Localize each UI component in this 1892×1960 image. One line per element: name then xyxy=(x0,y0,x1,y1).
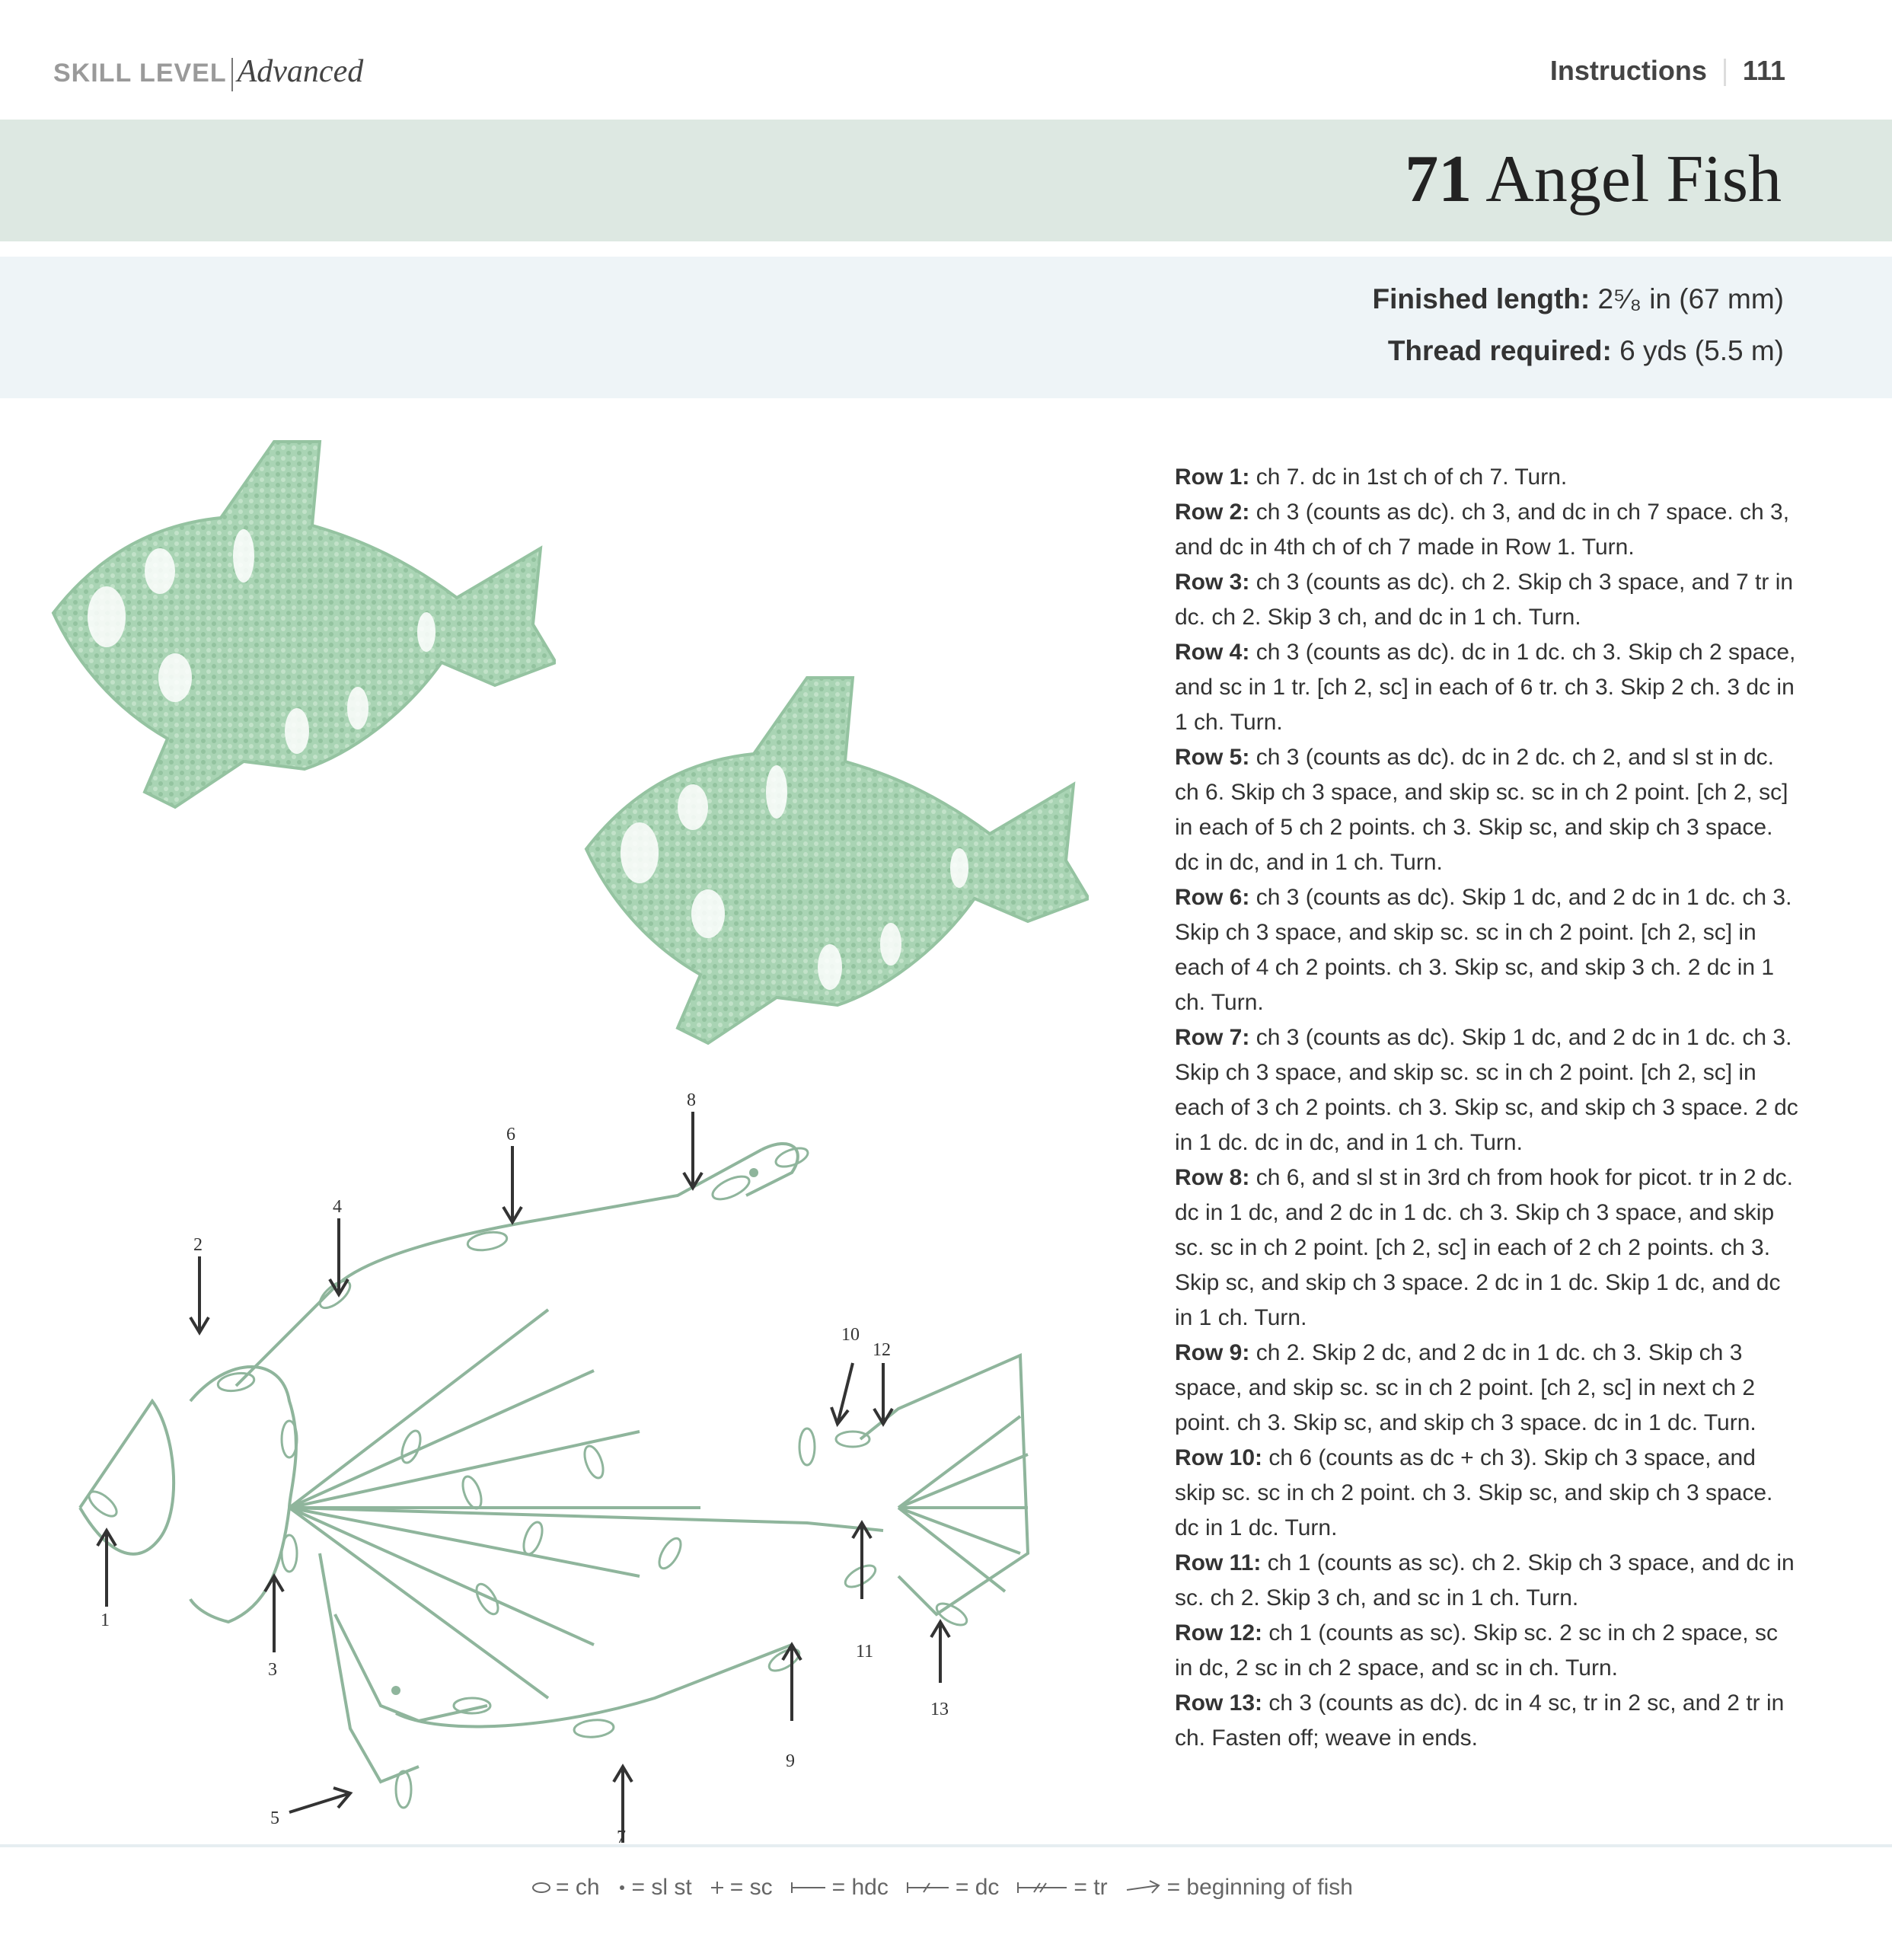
row-label: 4 xyxy=(333,1197,342,1217)
instruction-row xyxy=(1175,635,1799,740)
row-label: Row 7: xyxy=(1175,1025,1250,1050)
row-text: ch 7. dc in 1st ch of ch 7. Turn. xyxy=(1255,464,1568,490)
row-text: ch 3 (counts as dc). dc in 4 sc, tr in 2 sc, and 2 tr in ch. Fasten off; weave in ends. xyxy=(1175,1690,1785,1751)
instruction-row xyxy=(1175,1686,1799,1756)
ch-icon xyxy=(531,1882,551,1894)
sl-st-mark xyxy=(749,1168,758,1177)
finished-length-value: 2⁵⁄₈ in (67 mm) xyxy=(1597,283,1784,314)
instruction-row xyxy=(1175,880,1799,1020)
sl-st-mark xyxy=(391,1686,400,1695)
row-label: Row 8: xyxy=(1175,1165,1250,1190)
row-label: 8 xyxy=(687,1090,696,1110)
sc-icon xyxy=(709,1879,726,1896)
row-label: Row 13: xyxy=(1175,1690,1263,1716)
legend-item-hdc: = hdc xyxy=(790,1875,889,1901)
legend-item-dc: = dc xyxy=(905,1875,1000,1901)
row-label: 6 xyxy=(506,1125,515,1144)
row-label: Row 5: xyxy=(1175,745,1250,770)
instruction-row xyxy=(1175,1546,1799,1616)
instruction-row xyxy=(1175,740,1799,880)
thread-required xyxy=(1388,335,1784,367)
footer-rule xyxy=(0,1844,1892,1847)
instruction-row xyxy=(1175,495,1799,565)
row-label: Row 6: xyxy=(1175,885,1250,910)
crochet-chart xyxy=(61,1081,1074,1843)
stitch-legend xyxy=(531,1875,1370,1901)
row-label: Row 4: xyxy=(1175,640,1250,665)
row-label: 13 xyxy=(930,1700,949,1719)
info-band xyxy=(0,257,1892,398)
row-number-labels xyxy=(101,1090,949,1843)
page-number: 111 xyxy=(1742,55,1785,86)
instruction-row xyxy=(1175,460,1799,495)
skill-level-label: SKILL LEVEL xyxy=(53,59,227,88)
row-text: ch 6 (counts as dc + ch 3). Skip ch 3 space, and skip sc. sc in ch 2 point. ch 3. Skip sc, and skip ch 3 space. dc in 1 dc. Turn. xyxy=(1175,1445,1773,1540)
row-label: Row 11: xyxy=(1175,1550,1262,1575)
instruction-row xyxy=(1175,1336,1799,1441)
instruction-row xyxy=(1175,565,1799,635)
instruction-row xyxy=(1175,1616,1799,1686)
row-text: ch 1 (counts as sc). ch 2. Skip ch 3 space, and dc in sc. ch 2. Skip 3 ch, and sc in 1 ch. Turn. xyxy=(1175,1550,1795,1610)
pattern-number: 71 xyxy=(1405,142,1472,216)
finished-length-label: Finished length: xyxy=(1372,283,1590,314)
row-label: Row 9: xyxy=(1175,1340,1250,1365)
pattern-title xyxy=(1405,141,1782,218)
thread-value: 6 yds (5.5 m) xyxy=(1619,335,1784,366)
instruction-row xyxy=(1175,1160,1799,1336)
row-label: 7 xyxy=(617,1828,626,1843)
fish-photo-2 xyxy=(579,670,1089,1058)
divider xyxy=(1724,59,1726,86)
tr-icon xyxy=(1016,1879,1069,1896)
row-text: ch 3 (counts as dc). dc in 2 dc. ch 2, and sl st in dc. ch 6. Skip ch 3 space, and skip sc. sc in ch 2 point. [ch 2, sc] in each of 5 ch 2 points. ch 3. Skip sc, and skip ch 3 space. dc in dc, and in 1 ch. Turn. xyxy=(1175,745,1788,875)
dc-icon xyxy=(905,1879,951,1896)
row-text: ch 2. Skip 2 dc, and 2 dc in 1 dc. ch 3. Skip ch 3 space, and skip sc. sc in ch 2 point. [ch 2, sc] in next ch 2 point. ch 3. Skip sc, and skip ch 3 space. dc in 1 dc. Turn. xyxy=(1175,1340,1756,1435)
skill-level xyxy=(53,53,363,91)
row-label: 10 xyxy=(841,1325,860,1345)
row-label: 2 xyxy=(193,1235,203,1255)
instructions xyxy=(1175,460,1799,1756)
row-label: Row 12: xyxy=(1175,1620,1263,1646)
row-text: ch 3 (counts as dc). ch 3, and dc in ch 7 space. ch 3, and dc in 4th ch of ch 7 made in Row 1. Turn. xyxy=(1175,500,1790,560)
arrow-icon xyxy=(1125,1879,1163,1896)
finished-length xyxy=(1373,283,1785,315)
section-title: Instructions xyxy=(1549,55,1707,86)
row-label: Row 3: xyxy=(1175,570,1250,595)
row-label: 9 xyxy=(786,1751,795,1771)
skill-level-value: Advanced xyxy=(237,54,364,89)
fish-photo-1 xyxy=(46,434,556,822)
row-label: 3 xyxy=(268,1660,277,1680)
row-label: 11 xyxy=(856,1642,874,1662)
chart-body xyxy=(80,1144,1028,1782)
chain-stitches xyxy=(85,1144,970,1808)
sl-st-icon xyxy=(617,1882,627,1894)
row-label: 5 xyxy=(270,1808,279,1828)
row-label: 1 xyxy=(101,1610,110,1630)
legend-item-sl-st: = sl st xyxy=(617,1875,692,1901)
instruction-row xyxy=(1175,1020,1799,1160)
row-text: ch 3 (counts as dc). Skip 1 dc, and 2 dc in 1 dc. ch 3. Skip ch 3 space, and skip sc. sc in ch 2 point. [ch 2, sc] in each of 3 ch 2 points. ch 3. Skip sc, and skip ch 3 space. 2 dc in 1 dc. dc in dc, and in 1 ch. Turn. xyxy=(1175,1025,1798,1155)
legend-item-sc: = sc xyxy=(709,1875,773,1901)
row-text: ch 3 (counts as dc). dc in 1 dc. ch 3. Skip ch 2 space, and sc in 1 tr. [ch 2, sc] in each of 6 tr. ch 3. Skip 2 ch. 3 dc in 1 ch. Turn. xyxy=(1175,640,1796,735)
legend-item-ch: = ch xyxy=(531,1875,600,1901)
row-label: Row 10: xyxy=(1175,1445,1263,1470)
row-label: 12 xyxy=(873,1340,891,1360)
instruction-row xyxy=(1175,1441,1799,1546)
row-text: ch 1 (counts as sc). Skip sc. 2 sc in ch 2 space, sc in dc, 2 sc in ch 2 space, and sc in ch. Turn. xyxy=(1175,1620,1778,1681)
hdc-icon xyxy=(790,1879,828,1896)
row-text: ch 3 (counts as dc). Skip 1 dc, and 2 dc in 1 dc. ch 3. Skip ch 3 space, and skip sc. sc in ch 2 point. [ch 2, sc] in each of 4 ch 2 points. ch 3. Skip sc, and skip 3 ch. 2 dc in 1 ch. Turn. xyxy=(1175,885,1792,1015)
thread-label: Thread required: xyxy=(1387,335,1612,366)
row-text: ch 6, and sl st in 3rd ch from hook for picot. tr in 2 dc. dc in 1 dc, and 2 dc in 1 dc. ch 3. Skip ch 3 space, and skip sc. sc in ch 2 point. [ch 2, sc] in each of 2 ch 2 points. ch 3. Skip sc, and skip ch 3 space. 2 dc in 1 dc. Skip 1 dc, and dc in 1 ch. Turn. xyxy=(1175,1165,1794,1330)
running-head xyxy=(1550,55,1785,87)
divider xyxy=(231,58,233,91)
row-text: ch 3 (counts as dc). ch 2. Skip ch 3 space, and 7 tr in dc. ch 2. Skip 3 ch, and dc in 1 ch. Turn. xyxy=(1175,570,1794,630)
row-label: Row 1: xyxy=(1175,464,1250,490)
pattern-name: Angel Fish xyxy=(1485,142,1782,216)
row-label: Row 2: xyxy=(1175,500,1250,525)
legend-item-arrow: = beginning of fish xyxy=(1125,1875,1353,1901)
legend-item-tr: = tr xyxy=(1016,1875,1107,1901)
